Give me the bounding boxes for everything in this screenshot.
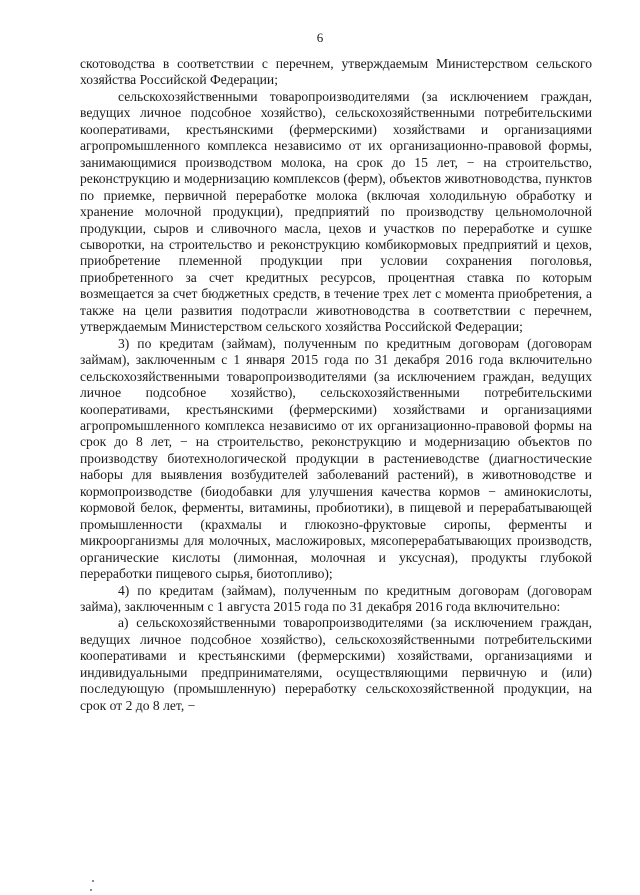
scan-speck xyxy=(92,880,94,882)
paragraph: 4) по кредитам (займам), полученным по кредитным договорам (договорам займа), заключенным с 1 августа 2015 года по 31 декабря 2016 года включительно: xyxy=(80,582,592,614)
paragraph: сельскохозяйственными товаропроизводителями (за исключением граждан, ведущих личное подсобное хозяйство), сельскохозяйственными потребительскими кооперативами, крестьянскими (фермерскими) хозяйствами и организациями агропромышленного комплекса независимо от их организационно-правовой формы, занимающимися производством молока, на срок до 15 лет, − на строительство, реконструкцию и модернизацию комплексов (ферм), объектов животноводства, пунктов по приемке, первичной переработке молока (включая холодильную обработку и хранение молочной продукции), предприятий по производству цельномолочной продукции, сыров и сливочного масла, цехов и участков по переработке и сушке сыворотки, на строительство и реконструкцию комбикормовых предприятий и цехов, приобретение племенной продукции при условии сохранения поголовья, приобретенного за счет кредитных ресурсов, процентная ставка по которым возмещается за счет бюджетных средств, в течение трех лет с момента приобретения, а также на цели развития подотрасли животноводства в соответствии с перечнем, утверждаемым Министерством сельского хозяйства Российской Федерации; xyxy=(80,88,592,335)
paragraph: а) сельскохозяйственными товаропроизводителями (за исключением граждан, ведущих личное подсобное хозяйство), сельскохозяйственными потребительскими кооперативами и крестьянскими (фермерскими) хозяйствами, организациями и индивидуальными предпринимателями, осуществляющими первичную и (или) последующую (промышленную) переработку сельскохозяйственной продукции, на срок от 2 до 8 лет, − xyxy=(80,615,592,713)
paragraph: скотоводства в соответствии с перечнем, утверждаемым Министерством сельского хозяйства Российской Федерации; xyxy=(80,56,592,88)
page-number: 6 xyxy=(316,30,324,45)
paragraph: 3) по кредитам (займам), полученным по кредитным договорам (договорам займам), заключенным с 1 января 2015 года по 31 декабря 2016 года включительно сельскохозяйственными товаропроизводителями (за исключением граждан, ведущих личное подсобное хозяйство), сельскохозяйственными потребительскими кооперативами, крестьянскими (фермерскими) хозяйствами и организациями агропромышленного комплекса независимо от их организационно-правовой формы на срок до 8 лет, − на строительство, реконструкцию и модернизацию объектов по производству биотехнологической продукции в растениеводстве (диагностические наборы для выявления возбудителей заболеваний растений), в животноводстве и кормопроизводстве (биодобавки для улучшения качества кормов − аминокислоты, кормовой белок, ферменты, витамины, пробиотики), в пищевой и перерабатывающей промышленности (крахмалы и глюкозно-фруктовые сиропы, ферменты и микроорганизмы для молочных, масложировых, мясоперерабатывающих производств, органические кислоты (лимонная, молочная и уксусная), продукты глубокой переработки пищевого сырья, биотопливо); xyxy=(80,335,592,582)
scan-speck xyxy=(90,889,92,891)
document-body xyxy=(80,56,592,714)
